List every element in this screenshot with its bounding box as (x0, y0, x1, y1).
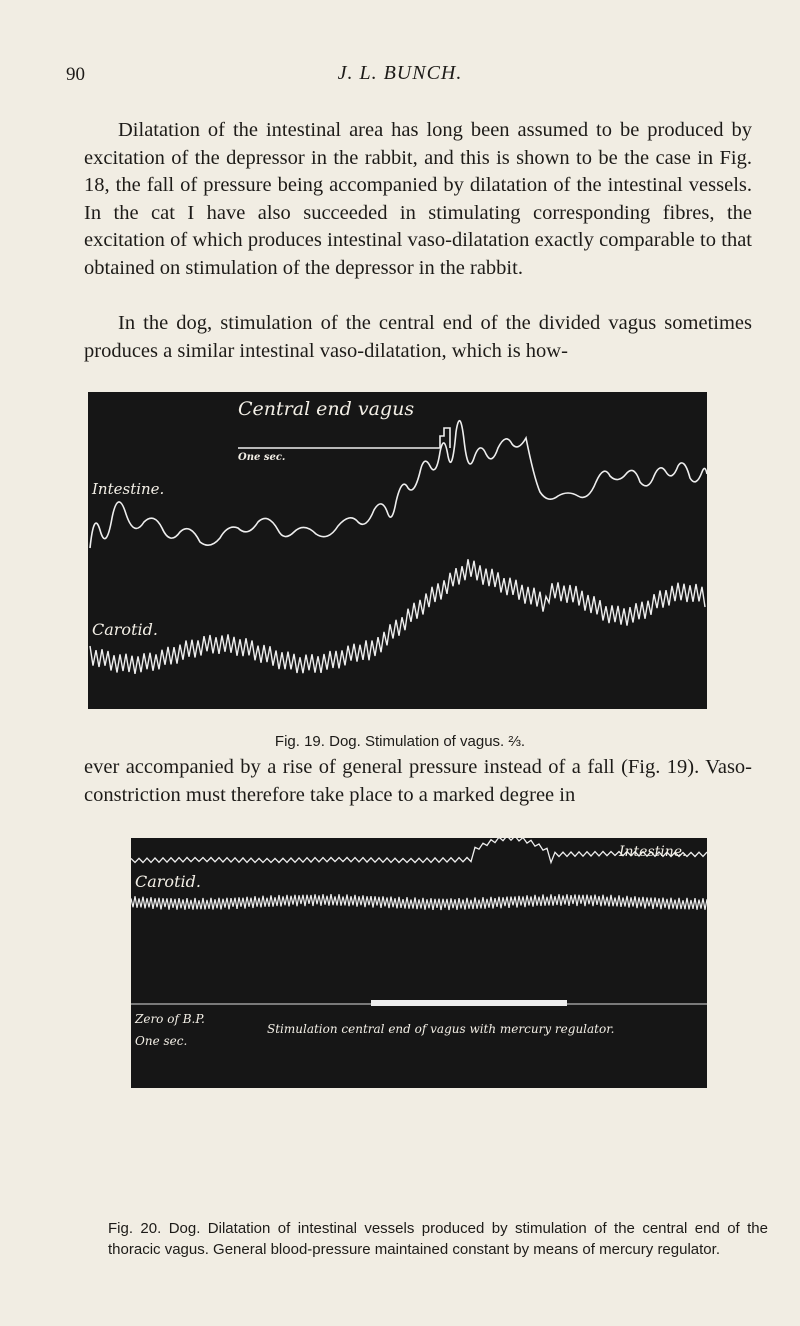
intestine-volume-trace (90, 421, 707, 548)
paragraph-1: Dilatation of the intestinal area has long been assumed to be produced by excitation of the depressor in the rabbit, and this is shown to be the case in Fig. 18, the fall of pressure being accompanied by dilatation of the intestinal vessels. In the cat I have also succeeded in stimulating corresponding fibres, the excitation of which produces intestinal vaso-dilatation exactly comparable to that obtained on stimulation of the depressor in the rabbit. (84, 119, 752, 279)
label-time-one-sec: One sec. (135, 1034, 188, 1048)
figure-19-tracings (88, 392, 707, 709)
label-intestine: Intestine. (619, 844, 687, 860)
label-carotid: Carotid. (135, 872, 201, 891)
label-intestine: Intestine. (92, 480, 165, 498)
running-title: J. L. BUNCH. (337, 62, 463, 84)
paragraph-2: In the dog, stimulation of the central end of the divided vagus sometimes produces a similar intestinal vaso-dilatation, which is how- (84, 312, 752, 362)
label-stimulation: Stimulation central end of vagus with mercury regulator. (267, 1022, 615, 1036)
figure-20-caption: Fig. 20. Dog. Dilatation of intestinal vessels produced by stimulation of the central end of the thoracic vagus. General blood-pressure maintained constant by means of mercury regulator. (108, 1220, 768, 1258)
carotid-pressure-trace (131, 894, 707, 910)
page-number: 90 (66, 64, 85, 85)
carotid-pressure-trace (90, 559, 705, 674)
stimulation-signal-bar (371, 1000, 567, 1006)
label-stimulation-vagus: Central end vagus (238, 398, 415, 420)
figure-20-tracings (131, 838, 707, 1088)
figure-19-caption: Fig. 19. Dog. Stimulation of vagus. ⅔. (274, 733, 526, 750)
label-carotid: Carotid. (92, 620, 158, 639)
paragraph-3: ever accompanied by a rise of general pressure instead of a fall (Fig. 19). Vaso-constriction must therefore take place to a marked degree in (84, 756, 752, 806)
label-zero-bp: Zero of B.P. (135, 1012, 205, 1026)
figure-20-kymograph (131, 838, 707, 1088)
label-time-one-sec: One sec. (238, 452, 286, 463)
figure-19-kymograph (88, 392, 707, 709)
